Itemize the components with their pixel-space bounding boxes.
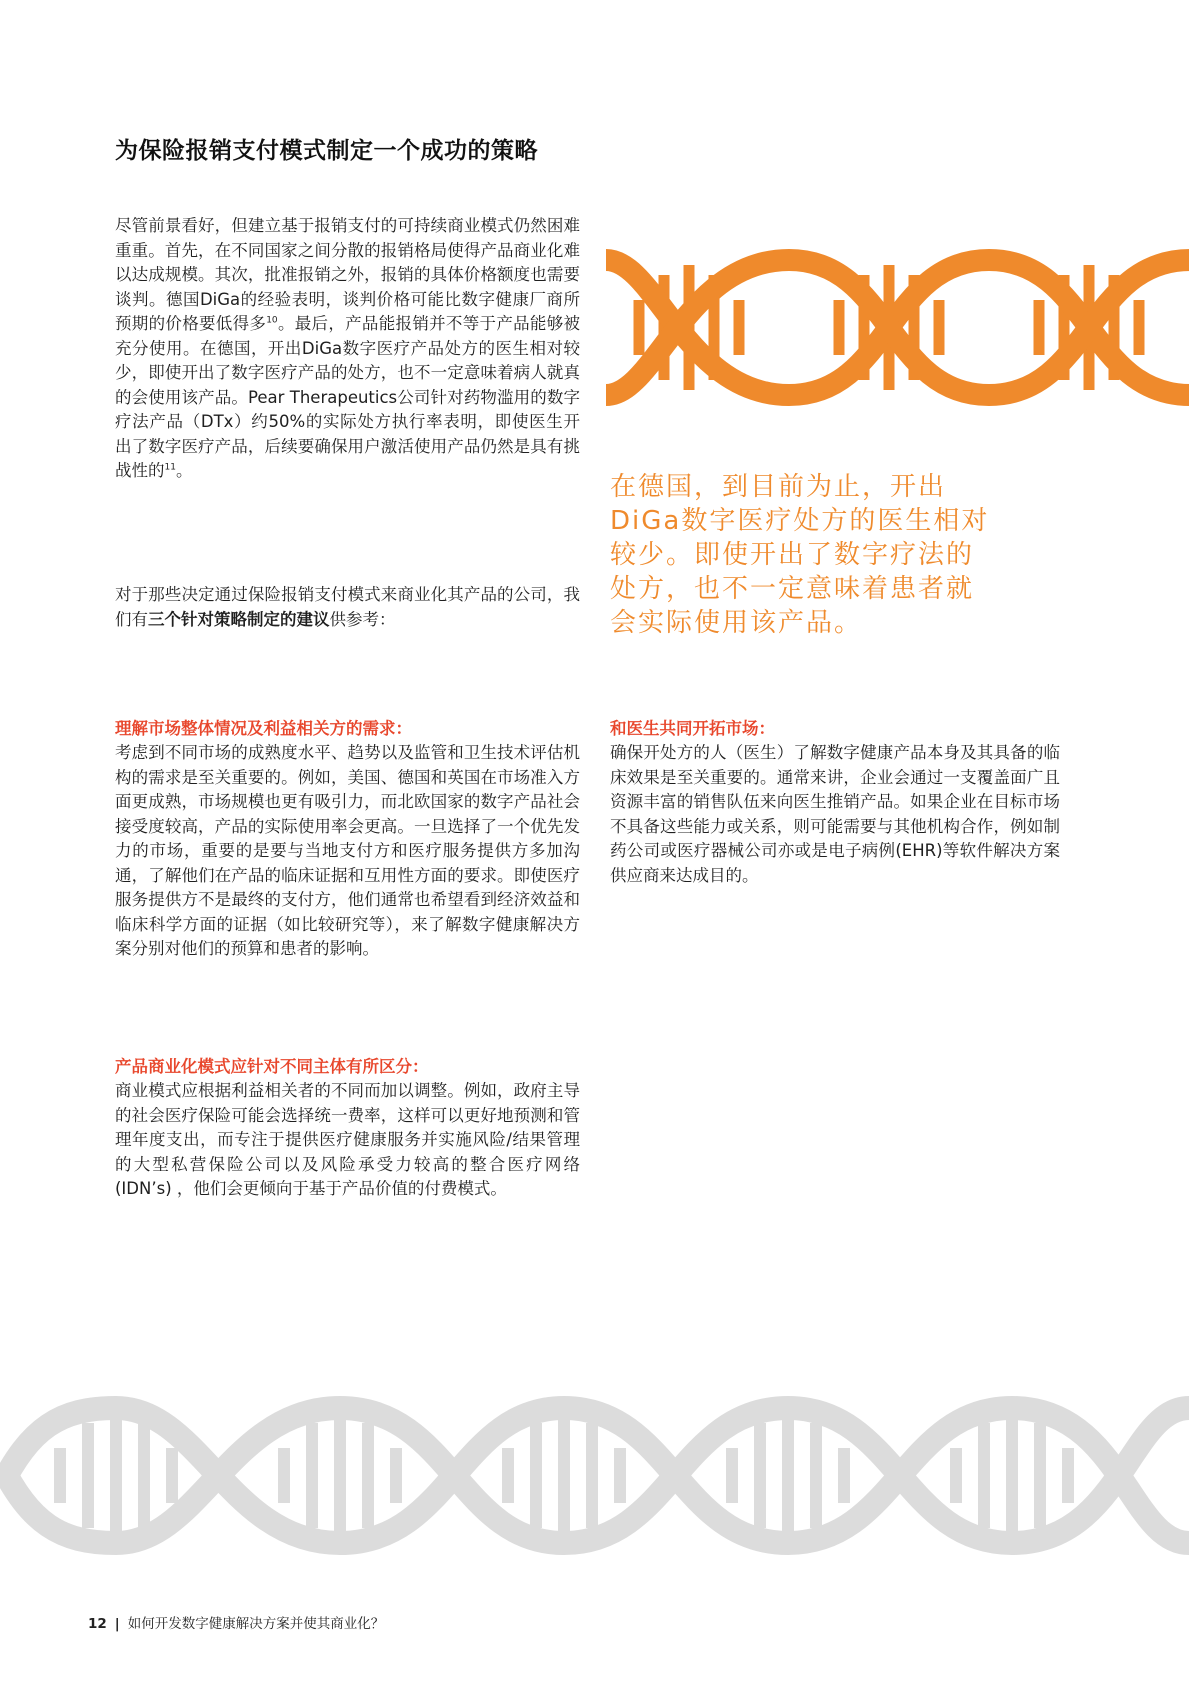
recommend-suffix: 供参考： [329,609,396,629]
section-heading: 产品商业化模式应针对不同主体有所区分： [115,1057,429,1076]
intro-paragraph [115,214,580,484]
section-body: 考虑到不同市场的成熟度水平、趋势以及监管和卫生技术评估机构的需求是至关重要的。例如，美国、德国和英国在市场准入方面更成熟，市场规模也更有吸引力，而北欧国家的数字产品社会接受度较高，产品的实际使用率会更高。一旦选择了一个优先发力的市场，重要的是要与当地支付方和医疗服务提供方多加沟通，了解他们在产品的临床证据和互用性方面的要求。即使医疗服务提供方不是最终的支付方，他们通常也希望看到经济效益和临床科学方面的证据（如比较研究等），来了解数字健康解决方案分别对他们的预算和患者的影响。 [115,743,580,958]
recommendation-paragraph [115,583,580,632]
recommend-prefix: 对于那些决定通过保险报销支付模式来商业化其产品的公司，我们有 [115,585,580,629]
intro-text-3: 。 [175,461,193,480]
footer-separator: | [114,1616,120,1632]
footnote-ref-11[interactable]: 11 [164,462,176,473]
page-footer [88,1612,384,1632]
footnote-ref-10[interactable]: 10 [266,315,278,326]
section-heading: 理解市场整体情况及利益相关方的需求： [115,719,412,738]
section-physicians [610,717,1060,888]
section-business-model [115,1055,580,1202]
section-market-needs [115,717,580,962]
page-title: 为保险报销支付模式制定一个成功的策略 [115,138,538,164]
intro-text-1: 尽管前景看好，但建立基于报销支付的可持续商业模式仍然困难重重。首先，在不同国家之间分散的报销格局使得产品商业化难以达成规模。其次，批准报销之外，报销的具体价格额度也需要谈判。德国DiGa的经验表明，谈判价格可能比数字健康厂商所预期的价格要低得多 [115,216,580,333]
section-body: 确保开处方的人（医生）了解数字健康产品本身及其具备的临床效果是至关重要的。通常来讲，企业会通过一支覆盖面广且资源丰富的销售队伍来向医生推销产品。如果企业在目标市场不具备这些能力或关系，则可能需要与其他机构合作，例如制药公司或医疗器械公司亦或是电子病例(EHR)等软件解决方案供应商来达成目的。 [610,743,1060,885]
pull-quote: 在德国，到目前为止，开出DiGa数字医疗处方的医生相对较少。即使开出了数字疗法的处方，也不一定意味着患者就会实际使用该产品。 [610,472,990,638]
section-body: 商业模式应根据利益相关者的不同而加以调整。例如，政府主导的社会医疗保险可能会选择统一费率，这样可以更好地预测和管理年度支出，而专注于提供医疗健康服务并实施风险/结果管理的大型私营保险公司以及风险承受力较高的整合医疗网络(IDN’s) ，他们会更倾向于基于产品价值的付费模式。 [115,1081,580,1198]
document-title: 如何开发数字健康解决方案并使其商业化？ [127,1616,385,1632]
dna-helix-icon [0,1388,1189,1563]
recommend-bold: 三个针对策略制定的建议 [148,609,330,629]
section-heading: 和医生共同开拓市场： [610,719,775,738]
page-number: 12 [88,1616,107,1632]
intro-text-2: 。最后，产品能报销并不等于产品能够被充分使用。在德国，开出DiGa数字医疗产品处方的医生相对较少，即使开出了数字医疗产品的处方，也不一定意味着病人就真的会使用该产品。Pear Therapeutics公司针对药物滥用的数字疗法产品（DTx）约50%的实际处方执行率表明，即使医生开出了数字医疗产品，后续要确保用户激活使用产品仍然是具有挑战性的 [115,314,581,480]
dna-helix-icon [606,240,1189,415]
